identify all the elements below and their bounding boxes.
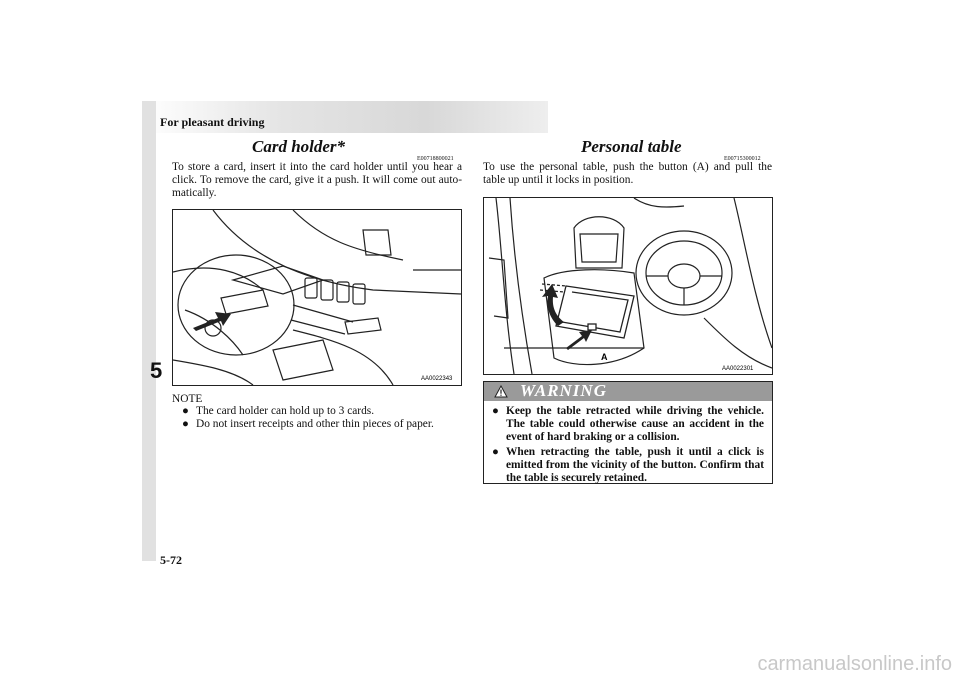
warning-item [492,405,764,444]
warning-title: WARNING [520,381,607,400]
card-holder-figure [172,209,462,386]
note-text: Do not insert receipts and other thin pieces of paper. [196,418,434,430]
bullet-icon: ● [492,446,499,458]
bullet-icon: ● [492,405,499,417]
card-holder-figure-id: AA0022343 [421,376,453,382]
running-header: For pleasant driving [160,115,265,129]
note-item [182,418,467,431]
personal-table-figure-id: AA0022301 [722,366,754,372]
warning-item [492,446,764,485]
card-holder-body: To store a card, insert it into the card holder until you hear a click. To remove the card, give it a push. It will come out auto- matically. [172,161,462,199]
card-holder-illustration [173,210,461,385]
personal-table-body: To use the personal table, push the button (A) and pull the table up until it locks in position. [483,161,772,186]
bullet-icon: ● [182,405,189,417]
section-title-card-holder: Card holder* [252,137,346,156]
chapter-side-bar [142,101,156,561]
note-label: NOTE [172,393,203,405]
personal-table-figure [483,197,773,375]
chapter-number: 5 [150,358,163,383]
bullet-icon: ● [182,418,189,430]
warning-list [484,401,772,485]
note-list [182,405,467,431]
warning-box [483,381,773,484]
note-text: The card holder can hold up to 3 cards. [196,405,375,417]
section-code-personal-table: E00715300012 [724,156,761,162]
warning-text: Keep the table retracted while driving the vehicle. The table could otherwise cause an accident in the event of hard braking or a collision. [506,405,764,443]
figure-callout-a: A [601,352,608,362]
personal-table-illustration [484,198,772,374]
section-title-personal-table: Personal table [581,137,682,156]
watermark: carmanualsonline.info [757,653,952,675]
page-number: 5-72 [160,553,182,567]
warning-triangle-icon [494,385,508,398]
warning-header [484,382,772,401]
warning-text: When retracting the table, push it until a click is emitted from the vicinity of the button. Confirm that the table is securely retained. [506,446,764,484]
note-item [182,405,467,418]
section-code-card-holder: E00718800021 [417,156,454,162]
